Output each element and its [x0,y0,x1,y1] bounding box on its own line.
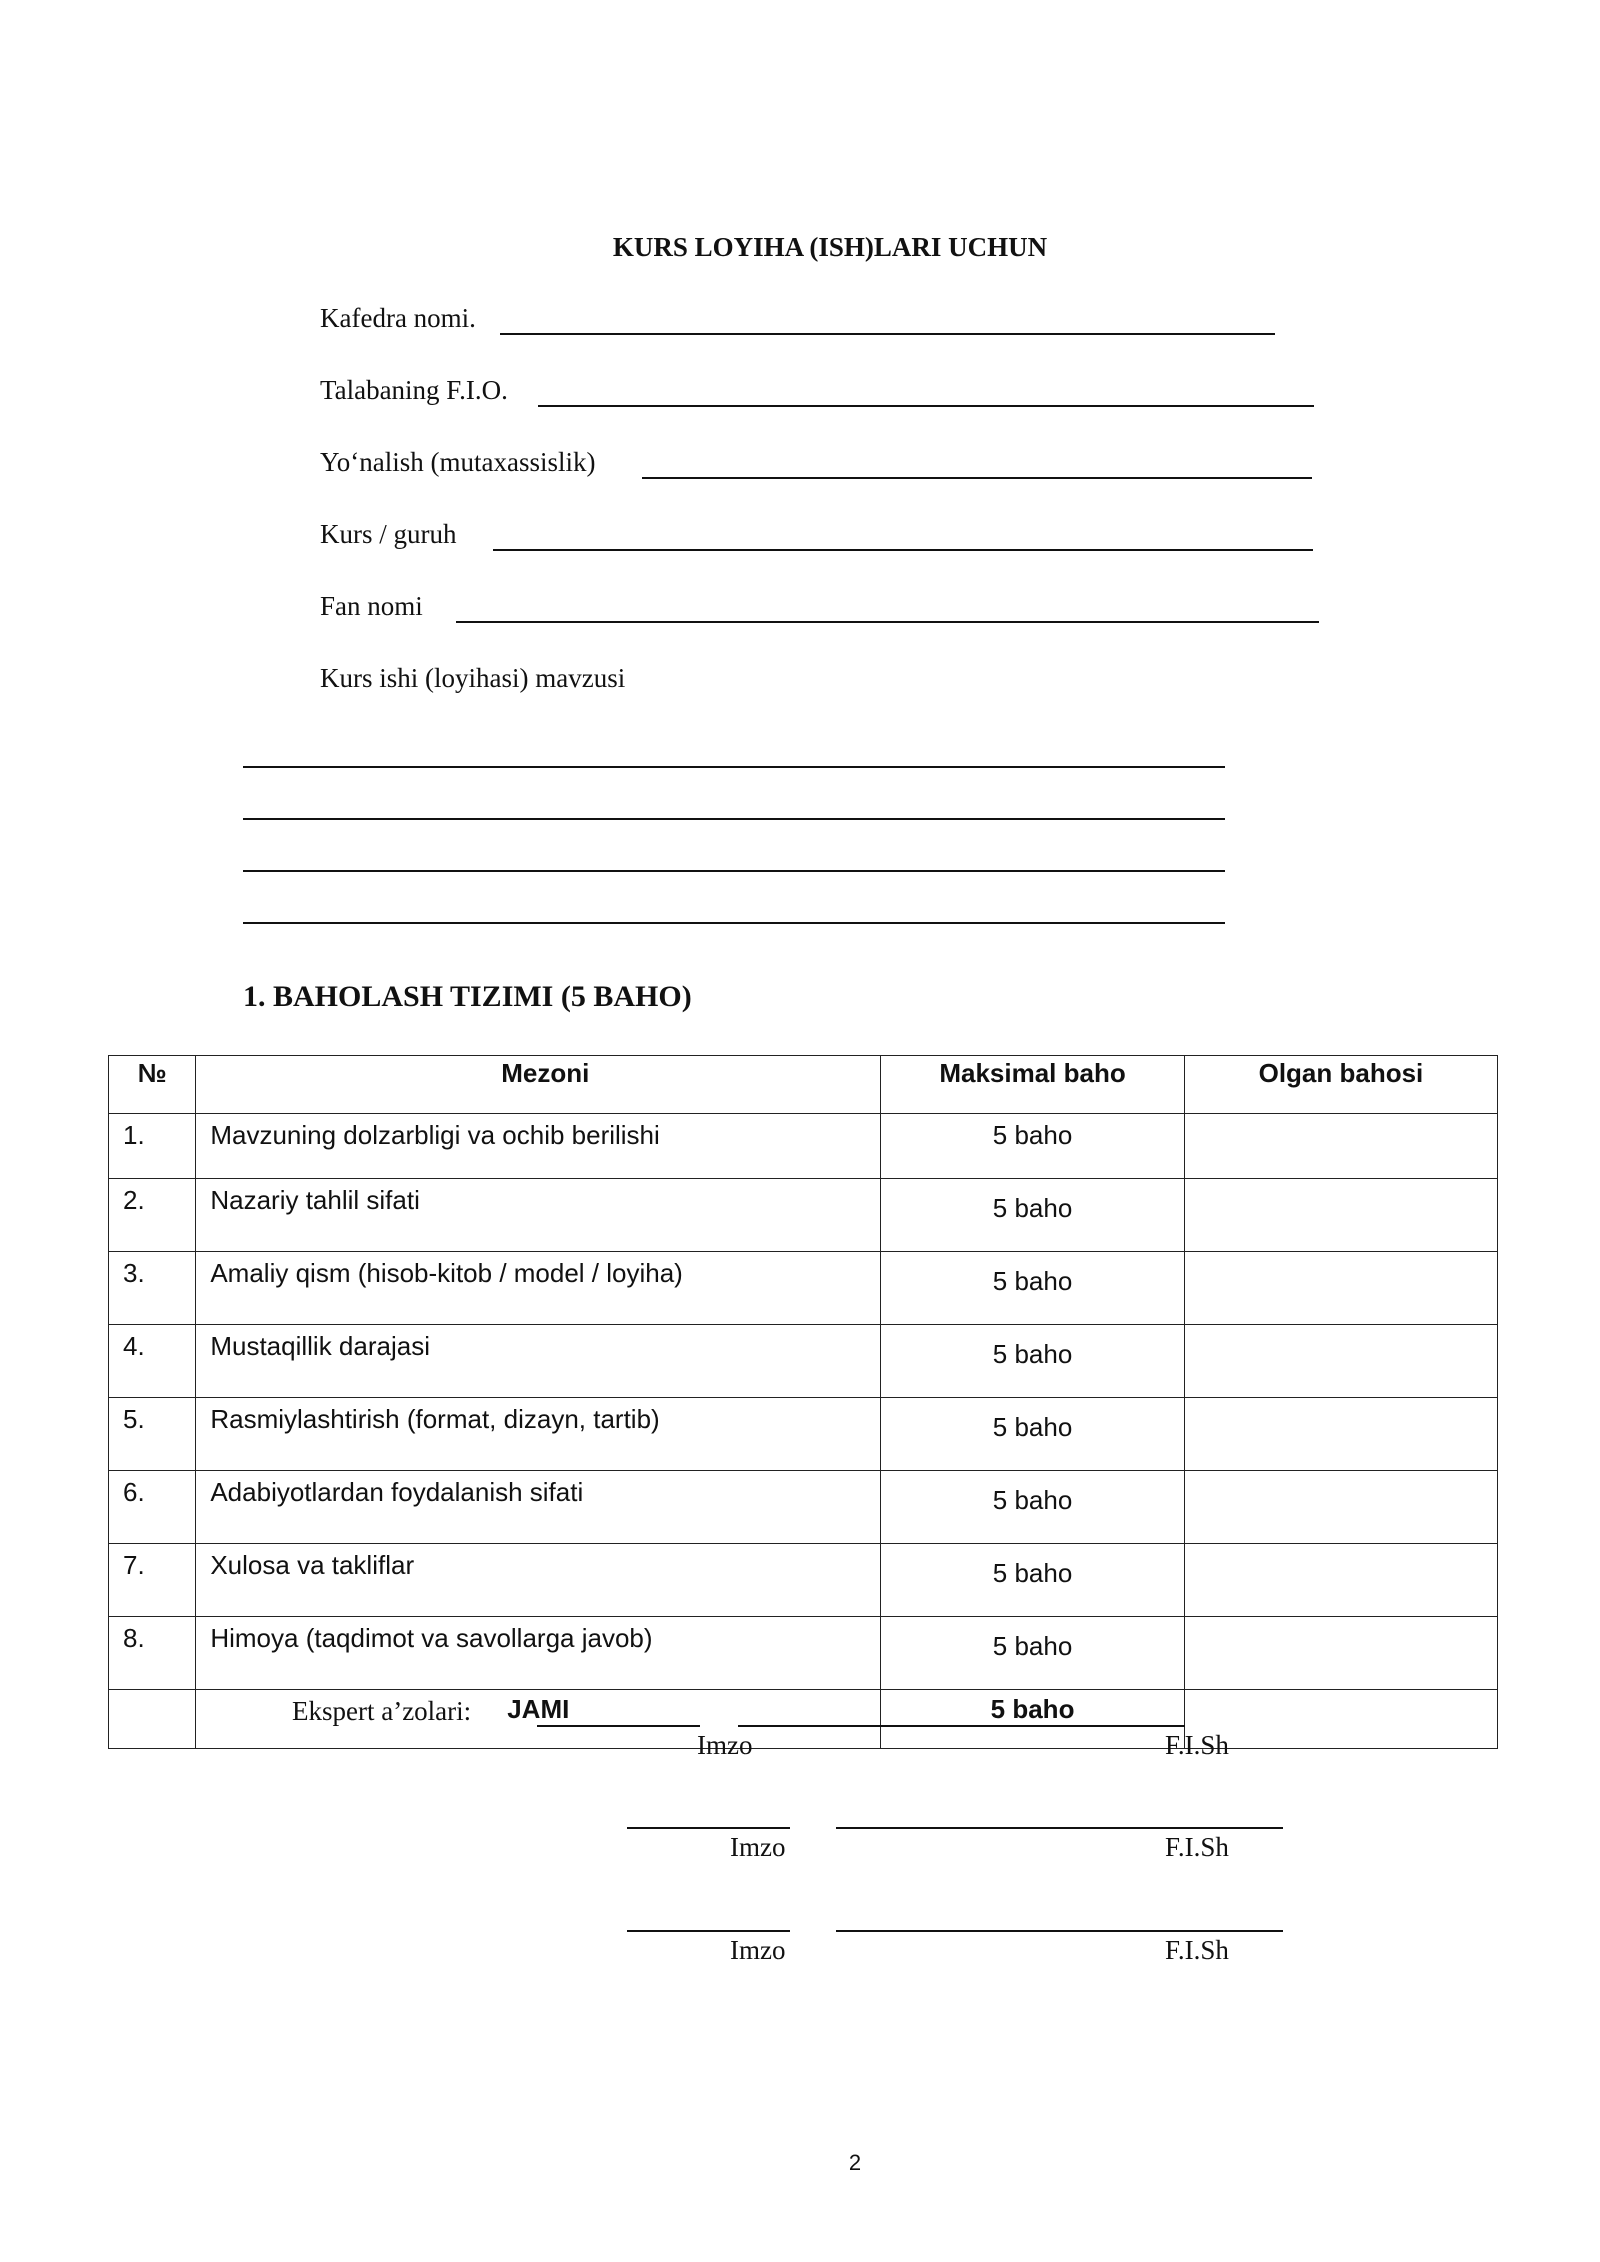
header-max-score: Maksimal baho [881,1056,1185,1114]
row-number: 5. [109,1398,196,1471]
row-criterion: Amaliy qism (hisob-kitob / model / loyiha) [196,1252,881,1325]
header-criterion: Mezoni [196,1056,881,1114]
fish-line-2[interactable] [836,1827,1283,1829]
field-mavzu [320,663,1120,697]
fish-line-1[interactable] [738,1725,1185,1727]
row-number: 2. [109,1179,196,1252]
field-talaba[interactable] [320,375,1320,409]
row-received-score-cell[interactable] [1184,1471,1497,1544]
fish-line-3[interactable] [836,1930,1283,1932]
signature-line-3[interactable] [627,1930,790,1932]
header-number: № [109,1056,196,1114]
row-criterion: Rasmiylashtirish (format, dizayn, tartib) [196,1398,881,1471]
table-row [109,1398,1498,1471]
table-row [109,1252,1498,1325]
row-max-score: 5 baho [881,1617,1185,1690]
fish-caption-3: F.I.Sh [1165,1935,1229,1965]
topic-line-2[interactable] [243,818,1225,820]
row-number: 3. [109,1252,196,1325]
row-criterion: Himoya (taqdimot va savollarga javob) [196,1617,881,1690]
row-received-score-cell[interactable] [1184,1252,1497,1325]
row-max-score: 5 baho [881,1325,1185,1398]
row-received-score-cell[interactable] [1184,1617,1497,1690]
signature-line-2[interactable] [627,1827,790,1829]
row-received-score-cell[interactable] [1184,1398,1497,1471]
row-max-score: 5 baho [881,1471,1185,1544]
field-yonalish-line[interactable] [642,477,1312,479]
field-kafedra-label: Kafedra nomi. [320,303,476,333]
row-max-score: 5 baho [881,1179,1185,1252]
row-number: 7. [109,1544,196,1617]
document-title [0,232,1600,263]
page-number-text: 2 [848,2150,862,2175]
table-row [109,1179,1498,1252]
field-fan-line[interactable] [456,621,1319,623]
field-fan-label: Fan nomi [320,591,423,621]
imzo-caption-2: Imzo [730,1832,786,1862]
field-yonalish[interactable] [320,447,1320,481]
page-number [0,2150,1600,2176]
imzo-caption-1: Imzo [697,1730,753,1760]
topic-line-4[interactable] [243,922,1225,924]
table-row [109,1544,1498,1617]
imzo-caption-3: Imzo [730,1935,786,1965]
fish-caption-1: F.I.Sh [1165,1730,1229,1760]
row-number: 1. [109,1114,196,1179]
field-talaba-line[interactable] [538,405,1314,407]
row-criterion: Nazariy tahlil sifati [196,1179,881,1252]
header-received-score: Olgan bahosi [1184,1056,1497,1114]
row-received-score-cell[interactable] [1184,1179,1497,1252]
signature-line-1[interactable] [537,1725,700,1727]
field-kurs-label: Kurs / guruh [320,519,457,549]
row-received-score-cell[interactable] [1184,1114,1497,1179]
grading-table [108,1055,1498,1749]
field-talaba-label: Talabaning F.I.O. [320,375,508,405]
section-title: 1. BAHOLASH TIZIMI (5 BAHO) [243,980,692,1013]
table-row [109,1471,1498,1544]
total-max-score: 5 baho [881,1690,1185,1749]
row-number: 4. [109,1325,196,1398]
row-max-score: 5 baho [881,1114,1185,1179]
field-yonalish-label: Yo‘nalish (mutaxassislik) [320,447,596,477]
topic-line-1[interactable] [243,766,1225,768]
row-received-score-cell[interactable] [1184,1544,1497,1617]
experts-label: Ekspert a’zolari: [292,1696,472,1726]
row-criterion: Xulosa va takliflar [196,1544,881,1617]
row-criterion: Mavzuning dolzarbligi va ochib berilishi [196,1114,881,1179]
fish-caption-2: F.I.Sh [1165,1832,1229,1862]
row-number: 8. [109,1617,196,1690]
table-row [109,1617,1498,1690]
row-number: 6. [109,1471,196,1544]
total-label: JAMI [196,1690,881,1749]
field-kafedra[interactable] [320,303,1280,337]
field-fan[interactable] [320,591,1320,625]
field-kafedra-line[interactable] [500,333,1275,335]
total-number-cell [109,1690,196,1749]
topic-line-3[interactable] [243,870,1225,872]
field-kurs[interactable] [320,519,1320,553]
row-max-score: 5 baho [881,1252,1185,1325]
row-received-score-cell[interactable] [1184,1325,1497,1398]
field-mavzu-label: Kurs ishi (loyihasi) mavzusi [320,663,626,693]
table-header-row [109,1056,1498,1114]
row-max-score: 5 baho [881,1544,1185,1617]
row-max-score: 5 baho [881,1398,1185,1471]
row-criterion: Mustaqillik darajasi [196,1325,881,1398]
table-row [109,1325,1498,1398]
total-received-score-cell[interactable] [1184,1690,1497,1749]
field-kurs-line[interactable] [493,549,1313,551]
row-criterion: Adabiyotlardan foydalanish sifati [196,1471,881,1544]
table-row [109,1114,1498,1179]
document-title-text: KURS LOYIHA (ISH)LARI UCHUN [612,232,1048,262]
